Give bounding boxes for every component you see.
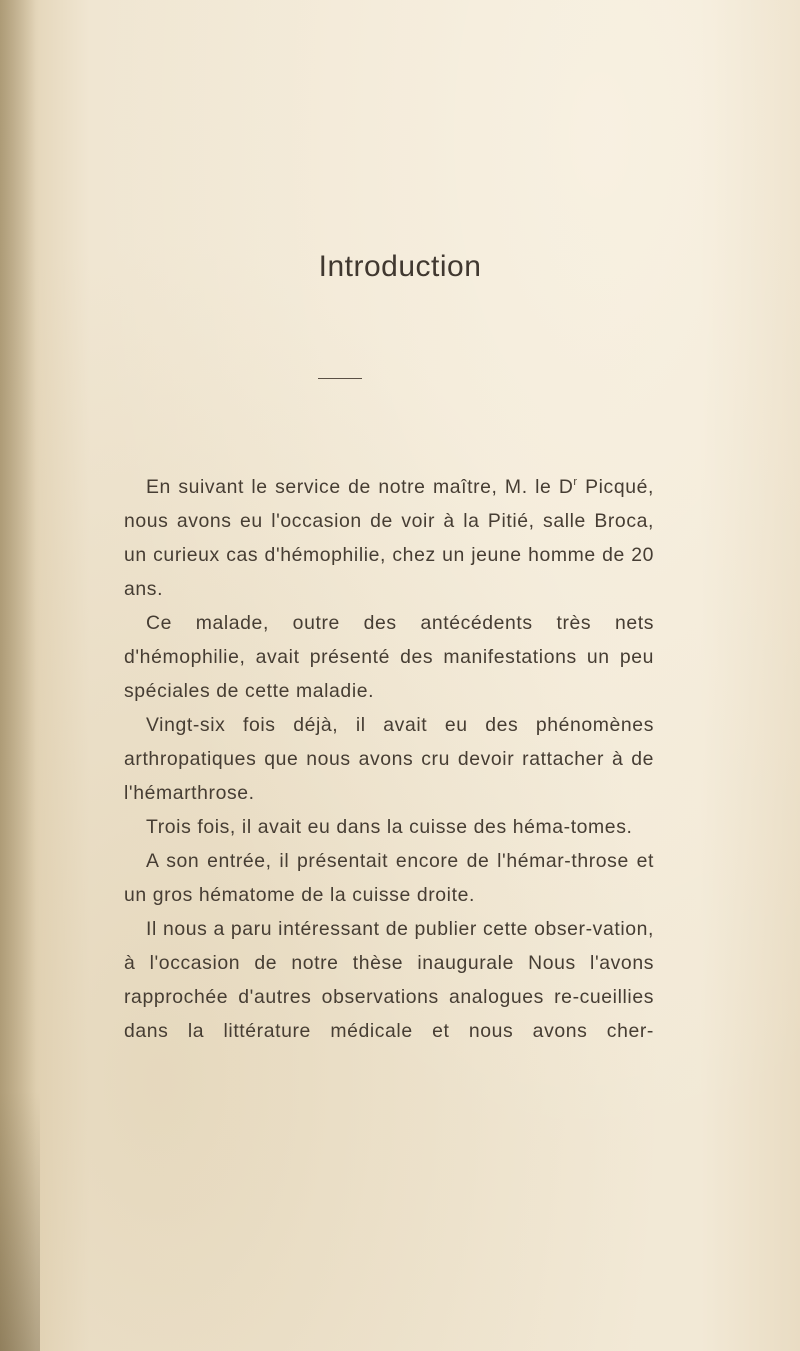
- paragraph-1: [124, 470, 654, 606]
- paragraph-2: Ce malade, outre des antécédents très nets d'hémophilie, avait présenté des manifestations un peu spéciales de cette maladie.: [124, 612, 654, 702]
- paragraph-3: Vingt-six fois déjà, il avait eu des phénomènes arthropatiques que nous avons cru devoir rattacher à de l'hémarthrose.: [124, 714, 654, 804]
- page-title: Introduction: [318, 250, 482, 283]
- paragraph-6: Il nous a paru intéressant de publier cette obser-vation, à l'occasion de notre thèse inaugurale Nous l'avons rapprochée d'autres observations analogues re-cueillies dans la littérature médicale et nous avons cher-: [124, 918, 654, 1042]
- paragraph-4: Trois fois, il avait eu dans la cuisse des héma-tomes.: [146, 816, 633, 838]
- title-divider: [318, 378, 362, 379]
- doctor-abbrev-superscript: r: [573, 476, 578, 488]
- paragraph-5: A son entrée, il présentait encore de l'hémar-throse et un gros hématome de la cuisse droite.: [124, 850, 654, 906]
- paragraph-1-lead: En suivant le service de notre maître, M. le D: [146, 476, 574, 498]
- paragraph-1-rest: Picqué, nous avons eu l'occasion de voir à la Pitié, salle Broca, un curieux cas d'hémophilie, chez un jeune homme de 20 ans.: [124, 476, 654, 600]
- body-text: [124, 470, 654, 1048]
